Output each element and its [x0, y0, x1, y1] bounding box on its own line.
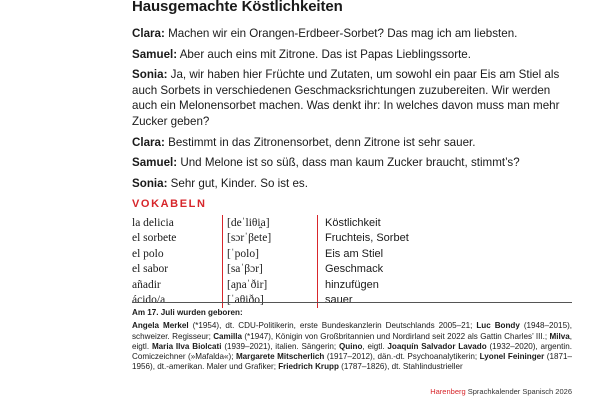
speaker-name: Clara:: [132, 135, 165, 149]
vocab-german: Eis am Stiel: [318, 246, 569, 262]
dialogue-turn: [132, 67, 568, 129]
dialogue: [132, 26, 568, 196]
vocab-spanish: añadir: [132, 278, 161, 291]
vocab-pronunciation: [deˈliθi̯a]: [223, 215, 318, 231]
birthday-name: Quino: [339, 341, 363, 351]
vocab-row: [132, 215, 568, 231]
birthday-name: Margarete Mitscherlich: [235, 352, 325, 362]
footer-title: Sprachkalender Spanisch 2026: [465, 387, 572, 396]
birthday-name: Luc Bondy: [476, 321, 520, 331]
speech-text: Ja, wir haben hier Früchte und Zutaten, um sowohl ein paar Eis am Stiel als auch Sorbets in verschiedenen Geschmacksrichtungen zuzubereiten. Wir werden auch ein Melonensorbet machen. Was denkt ihr: In welches davon muss man mehr Zucker geben?: [132, 68, 560, 128]
birthday-info: (1787–1826), dt. Stahlindustrieller: [338, 362, 463, 372]
speech-text: Bestimmt in das Zitronensorbet, denn Zitrone ist sehr sauer.: [164, 135, 476, 149]
vocab-row: [132, 277, 568, 293]
vocab-spanish: el polo: [132, 247, 164, 260]
footer-credit: [430, 387, 572, 396]
vocab-german: Geschmack: [318, 262, 569, 278]
dialogue-turn: [132, 26, 568, 42]
birthdays-text: [132, 321, 572, 372]
birthday-name: Camilla: [213, 331, 242, 341]
vocab-spanish: el sorbete: [132, 232, 177, 245]
dialogue-turn: [132, 135, 568, 151]
vocab-table: [132, 215, 568, 308]
speech-text: Sehr gut, Kinder. So ist es.: [167, 176, 308, 190]
birthday-info: (1948–2015), schweizer. Regisseur;: [132, 321, 573, 341]
birthday-info: (1932–2020), argentin. Comiczeichner (»Mafalda«);: [132, 341, 572, 362]
birthday-info: , eigtl.: [362, 341, 388, 351]
vocab-pronunciation: [ˈpolo]: [223, 246, 318, 262]
birthday-name: Joaquín Salvador Lavado: [387, 341, 487, 351]
birthday-info: (1939–2021), italien. Sängerin;: [221, 341, 340, 351]
vocab-spanish: ácido/a: [132, 294, 166, 307]
vocab-german: Fruchteis, Sorbet: [318, 231, 569, 247]
vocab-pronunciation: [saˈβɔr]: [223, 262, 318, 278]
footer-brand: Harenberg: [430, 387, 466, 396]
birthday-info: (*1954), dt. CDU-Politikerin, erste Bundeskanzlerin Deutschlands 2005–21;: [188, 321, 477, 331]
vocab-row: [132, 293, 568, 309]
birthday-name: Friedrich Krupp: [278, 362, 339, 372]
vocab-row: [132, 231, 568, 247]
speech-text: Und Melone ist so süß, dass man kaum Zucker braucht, stimmt’s?: [177, 156, 520, 170]
birthday-info: , eigtl.: [132, 331, 572, 351]
dialogue-turn: [132, 47, 568, 63]
vocab-row: [132, 262, 568, 278]
dialogue-turn: [132, 176, 568, 192]
speaker-name: Samuel:: [132, 47, 178, 61]
vocab-row: [132, 246, 568, 262]
birthday-info: (1917–2012), dän.-dt. Psychoanalytikerin;: [324, 352, 480, 362]
vocab-heading: VOKABELN: [132, 198, 207, 210]
birthdays-section: [132, 308, 572, 373]
speaker-name: Sonia:: [132, 68, 168, 82]
birthday-info: (*1947), Königin von Großbritannien und Nordirland seit 2022 als Gattin Charles’ III.;: [242, 331, 550, 341]
vocab-pronunciation: [aɲaˈðir]: [223, 277, 318, 293]
vocab-spanish: el sabor: [132, 263, 169, 276]
speaker-name: Sonia:: [132, 176, 168, 190]
speaker-name: Clara:: [132, 27, 165, 40]
divider: [132, 302, 572, 303]
vocab-pronunciation: [ˈaθiðo]: [223, 293, 318, 309]
speaker-name: Samuel:: [132, 156, 178, 170]
birthday-name: Maria Ilva Biolcati: [151, 341, 222, 351]
dialogue-turn: [132, 155, 568, 171]
speech-text: Aber auch eins mit Zitrone. Das ist Papas Lieblingssorte.: [177, 47, 471, 61]
vocab-pronunciation: [sɔrˈβete]: [223, 231, 318, 247]
vocab-german: Köstlichkeit: [318, 215, 569, 231]
calendar-page: [132, 0, 572, 400]
birthday-info: (1871–1956), dt.-amerikan. Maler und Grafiker;: [132, 352, 572, 372]
page-title: Hausgemachte Köstlichkeiten: [132, 0, 343, 15]
vocab-german: sauer: [318, 293, 569, 309]
speech-text: Machen wir ein Orangen-Erdbeer-Sorbet? Das mag ich am liebsten.: [164, 27, 518, 40]
birthday-name: Milva: [549, 331, 570, 341]
vocab-german: hinzufügen: [318, 277, 569, 293]
vocab-spanish: la delicia: [132, 216, 174, 229]
birthday-name: Lyonel Feininger: [479, 352, 545, 362]
birthday-name: Angela Merkel: [132, 321, 189, 331]
birthdays-heading: Am 17. Juli wurden geboren:: [132, 308, 243, 317]
